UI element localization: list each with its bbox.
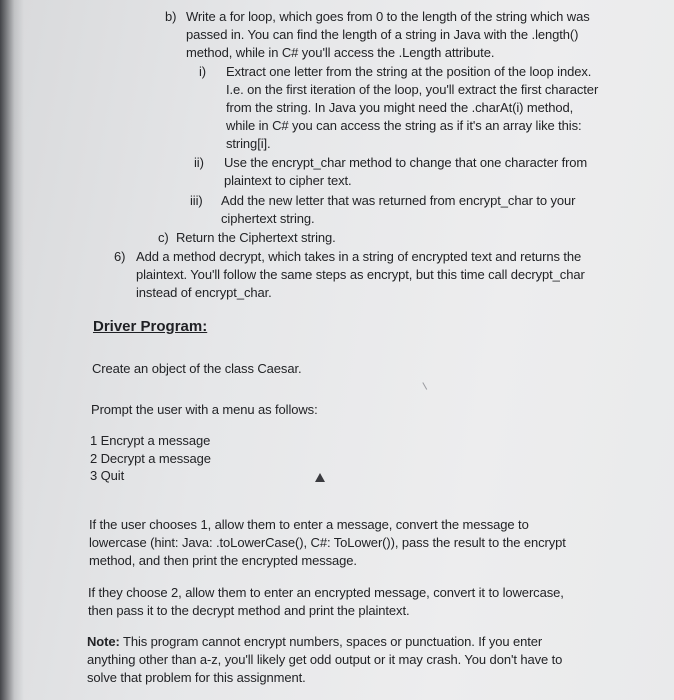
step-c-marker: c) xyxy=(158,230,169,245)
step-6-marker: 6) xyxy=(114,249,126,264)
choice-1-line-3: method, and then print the encrypted message. xyxy=(89,553,357,568)
step-b-line-1: Write a for loop, which goes from 0 to the length of the string which was xyxy=(186,9,590,24)
step-b-line-2: passed in. You can find the length of a string in Java with the .length() xyxy=(186,27,579,42)
choice-2-line-2: then pass it to the decrypt method and print the plaintext. xyxy=(88,603,410,618)
step-6-line-1: Add a method decrypt, which takes in a string of encrypted text and returns the xyxy=(136,249,582,264)
stray-pen-mark xyxy=(422,380,430,389)
cursor-arrow-icon xyxy=(315,473,325,482)
note-line-3: solve that problem for this assignment. xyxy=(87,670,306,685)
menu-item-encrypt: 1 Encrypt a message xyxy=(90,433,211,448)
sub-iii-marker: iii) xyxy=(190,193,203,208)
note-line-1-text: This program cannot encrypt numbers, spaces or punctuation. If you enter xyxy=(119,634,543,649)
choice-2-line-1: If they choose 2, allow them to enter an encrypted message, convert it to lowercase, xyxy=(88,585,564,600)
prompt-text: Prompt the user with a menu as follows: xyxy=(91,402,318,417)
sub-i-line-1: Extract one letter from the string at the position of the loop index. xyxy=(226,64,592,79)
step-6-line-2: plaintext. You'll follow the same steps as encrypt, but this time call decrypt_char xyxy=(136,267,585,282)
sub-iii-line-1: Add the new letter that was returned from encrypt_char to your xyxy=(221,193,576,208)
sub-ii-line-2: plaintext to cipher text. xyxy=(224,173,352,188)
step-b-line-3: method, while in C# you'll access the .Length attribute. xyxy=(186,45,495,60)
sub-i-line-3: from the string. In Java you might need the .charAt(i) method, xyxy=(226,100,574,115)
page-edge-shadow xyxy=(0,0,24,700)
menu-item-quit: 3 Quit xyxy=(90,468,125,483)
sub-iii-line-2: ciphertext string. xyxy=(221,211,315,226)
sub-i-marker: i) xyxy=(199,64,207,79)
note-label: Note: xyxy=(87,634,120,649)
sub-i-line-4: while in C# you can access the string as if it's an array like this: xyxy=(226,118,582,133)
step-6-line-3: instead of encrypt_char. xyxy=(136,285,272,300)
note-line-1 xyxy=(87,634,542,650)
sub-i-line-2: I.e. on the first iteration of the loop, you'll extract the first character xyxy=(226,82,599,97)
sub-i-line-5: string[i]. xyxy=(226,136,271,151)
choice-1-line-1: If the user chooses 1, allow them to enter a message, convert the message to xyxy=(89,517,529,532)
create-object-text: Create an object of the class Caesar. xyxy=(92,361,302,376)
sub-ii-line-1: Use the encrypt_char method to change that one character from xyxy=(224,155,588,170)
choice-1-line-2: lowercase (hint: Java: .toLowerCase(), C#: ToLower()), pass the result to the encrypt xyxy=(89,535,566,550)
note-line-2: anything other than a-z, you'll likely get odd output or it may crash. You don't have to xyxy=(87,652,563,667)
sub-ii-marker: ii) xyxy=(194,155,204,170)
driver-program-heading: Driver Program: xyxy=(93,318,208,335)
step-b-marker: b) xyxy=(165,9,177,24)
step-c-text: Return the Ciphertext string. xyxy=(176,230,336,245)
menu-item-decrypt: 2 Decrypt a message xyxy=(90,451,211,466)
